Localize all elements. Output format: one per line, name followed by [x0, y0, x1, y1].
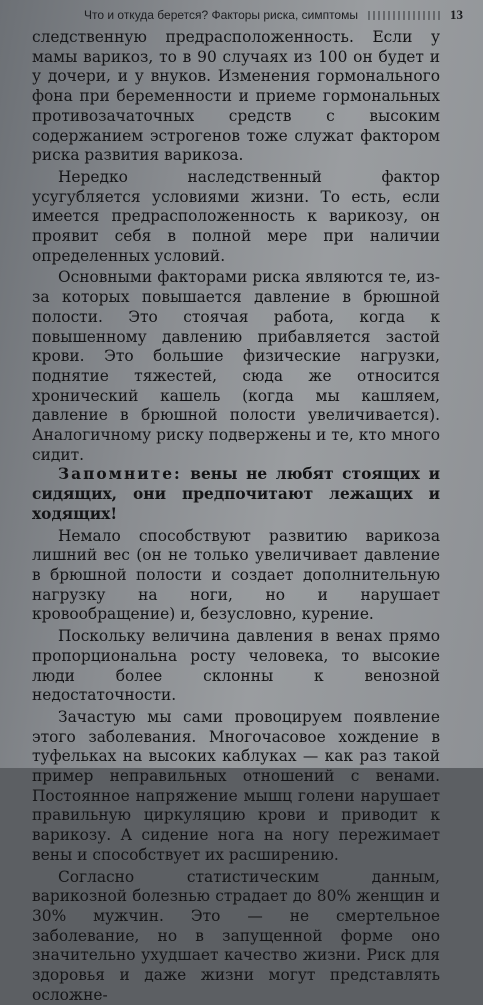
- paragraph: Поскольку величина давления в венах прямо пропорциональна росту человека, то высокие люди более склонны к венозной недостаточности.: [32, 627, 440, 705]
- paragraph: Согласно статистическим данным, варикозной болезнью страдает до 80% женщин и 30% мужчин. Это — не смертельное заболевание, но в запущенной форме оно значительно ухудшает качество жизни. Риск для здоровья и даже жизни могут представлять осложне-: [32, 867, 440, 1004]
- callout-note: [32, 465, 440, 524]
- callout-text: вены не любят стоящих и сидящих, они предпочитают лежащих и ходящих!: [32, 465, 440, 523]
- paragraph: Основными факторами риска являются те, из-за которых повышается давление в брюшной полости. Это стоячая работа, когда к повышенному давлению прибавляется застой крови. Это большие физические нагрузки, поднятие тяжестей, сюда же относится хронический кашель (когда мы кашляем, давление в брюшной полости увеличивается). Аналогичному риску подвержены и те, кто много сидит.: [32, 268, 440, 464]
- paragraph: Нередко наследственный фактор усугубляется условиями жизни. То есть, если имеется предрасположенность к варикозу, он проявит себя в полной мере при наличии определенных условий.: [32, 167, 440, 265]
- running-head: [84, 4, 463, 26]
- callout-lead: Запомните:: [58, 465, 182, 484]
- header-rule: [368, 11, 442, 20]
- paragraph: следственную предрасположенность. Если у мамы варикоз, то в 90 случаях из 100 он будет и у дочери, и у внуков. Изменения гормонального фона при беременности и приеме гормональных противозачаточных средств с высоким содержанием эстрогенов тоже служат фактором риска развития варикоза.: [32, 28, 440, 165]
- paragraph: Зачастую мы сами провоцируем появление этого заболевания. Многочасовое хождение в туфельках на высоких каблуках — как раз такой пример неправильных отношений с венами. Постоянное напряжение мышц голени нарушает правильную циркуляцию крови и приводит к варикозу. А сидение нога на ногу пережимает вены и способствует их расширению.: [32, 707, 440, 864]
- chapter-title: Что и откуда берется? Факторы риска, симптомы: [84, 8, 358, 22]
- body-text: [32, 28, 440, 1005]
- page-number: 13: [450, 7, 463, 22]
- paragraph: Немало способствуют развитию варикоза лишний вес (он не только увеличивает давление в брюшной полости и создает дополнительную нагрузку на ноги, но и нарушает кровообращение) и, безусловно, курение.: [32, 526, 440, 624]
